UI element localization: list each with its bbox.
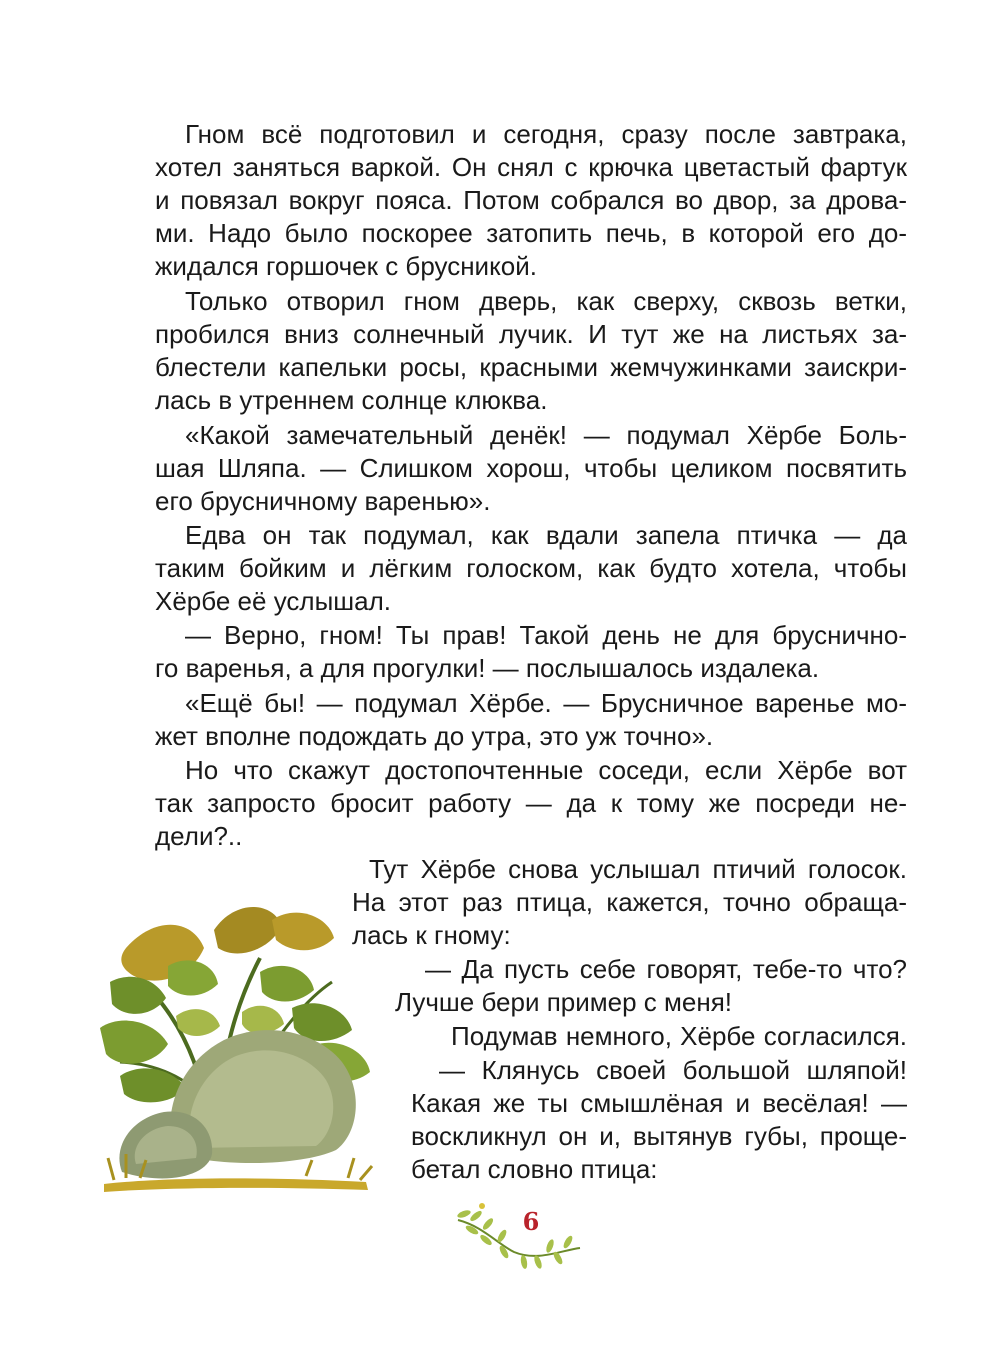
text-line: и повязал вокруг пояса. Потом собрался во двор, за дрова-: [155, 185, 907, 215]
text-line: ми. Надо было поскорее затопить печь, в которой его до-: [155, 218, 907, 248]
text-line: Но что скажут достопочтенные соседи, если Хёрбе вот: [185, 755, 907, 785]
text-line: Едва он так подумал, как вдали запела птичка — да: [185, 520, 907, 550]
text-line: так запросто бросит работу — да к тому же посреди не-: [155, 788, 907, 818]
text-line: Гном всё подготовил и сегодня, сразу после завтрака,: [185, 119, 907, 149]
text-line: лась в утреннем солнце клюква.: [155, 385, 548, 415]
text-line: го варенья, а для прогулки! — послышалось издалека.: [155, 653, 820, 683]
text-line: жидался горшочек с брусникой.: [155, 251, 537, 281]
text-line: — Клянусь своей большой шляпой!: [439, 1055, 907, 1085]
text-line: Лучше бери пример с меня!: [395, 987, 733, 1017]
text-line: Только отворил гном дверь, как сверху, сквозь ветки,: [185, 286, 907, 316]
text-line: «Ещё бы! — подумал Хёрбе. — Брусничное варенье мо-: [185, 688, 907, 718]
text-line: бетал словно птица:: [411, 1154, 658, 1184]
text-line: На этот раз птица, кажется, точно обраща-: [352, 887, 907, 917]
text-line: лась к гному:: [352, 920, 511, 950]
text-line: шая Шляпа. — Слишком хорош, чтобы целиком посвятить: [155, 453, 907, 483]
text-line: блестели капельки росы, красными жемчужинками заискри-: [155, 352, 907, 382]
text-line: воскликнул он и, вытянув губы, проще-: [411, 1121, 907, 1151]
text-line: его брусничному варенью».: [155, 486, 491, 516]
text-line: Тут Хёрбе снова услышал птичий голосок.: [369, 854, 907, 884]
text-line: таким бойким и лёгким голоском, как будто хотела, чтобы: [155, 553, 907, 583]
text-line: дели?..: [155, 821, 243, 851]
text-line: «Какой замечательный денёк! — подумал Хёрбе Боль-: [185, 420, 907, 450]
text-line: — Верно, гном! Ты прав! Такой день не для бруснично-: [185, 620, 907, 650]
text-line: пробился вниз солнечный лучик. И тут же на листьях за-: [155, 319, 907, 349]
text-line: — Да пусть себе говорят, тебе-то что?: [425, 954, 907, 984]
text-line: Какая же ты смышлёная и весёлая! —: [411, 1088, 907, 1118]
text-line: хотел заняться варкой. Он снял с крючка цветастый фартук: [155, 152, 907, 182]
page-number: 6: [522, 1207, 540, 1236]
text-line: Хёрбе её услышал.: [155, 586, 391, 616]
rock-and-plant-illustration: [96, 896, 388, 1196]
text-line: жет вполне подождать до утра, это уж точно».: [155, 721, 714, 751]
text-line: Подумав немного, Хёрбе согласился.: [451, 1021, 907, 1051]
